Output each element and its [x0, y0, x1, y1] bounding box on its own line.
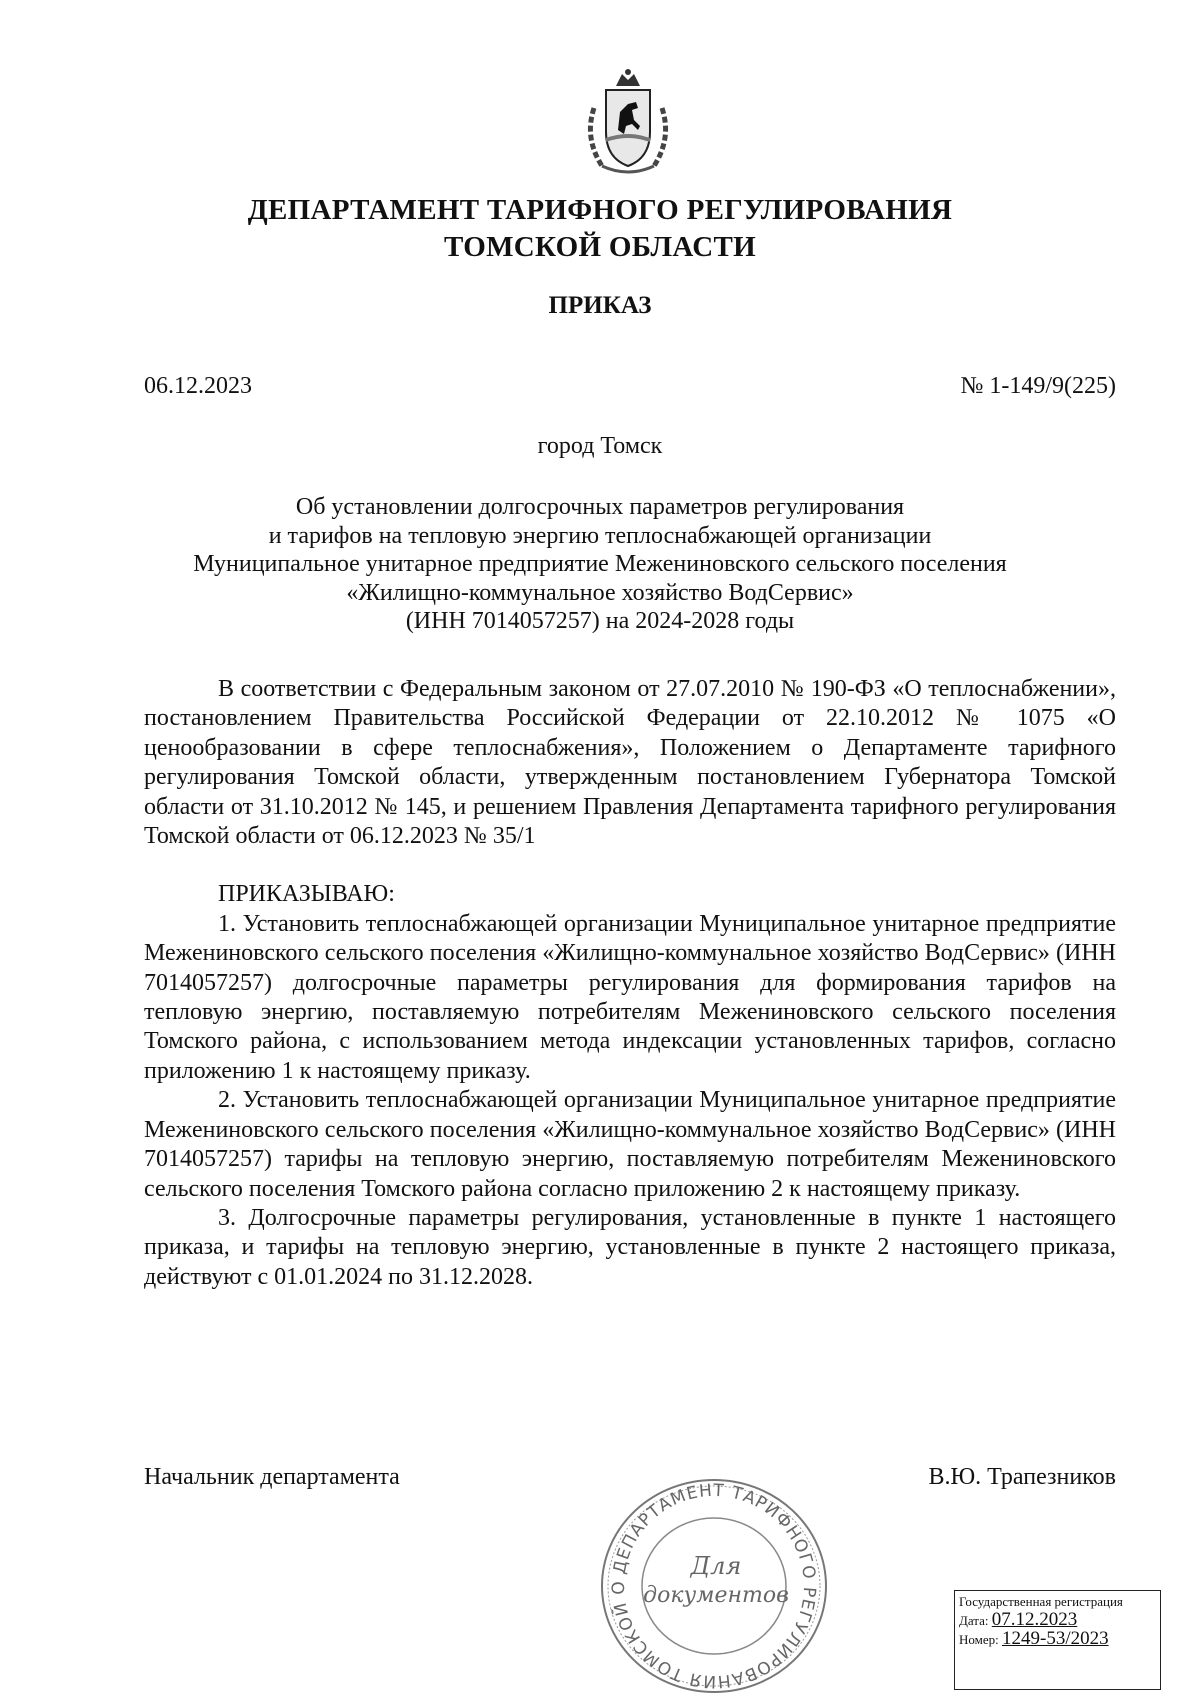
- subject-line: «Жилищно-коммунальное хозяйство ВодСервис»: [346, 579, 854, 606]
- organization-name-line1: ДЕПАРТАМЕНТ ТАРИФНОГО РЕГУЛИРОВАНИЯ: [247, 194, 953, 226]
- registration-date-label: Дата:: [959, 1613, 989, 1628]
- document-body: [144, 675, 1116, 1292]
- document-city: город Томск: [537, 433, 663, 459]
- subject-line: Об установлении долгосрочных параметров регулирования: [295, 494, 905, 520]
- document-subject: [140, 493, 1060, 636]
- coat-of-arms-icon: [572, 68, 684, 180]
- seal-ring-text: ДЕПАРТАМЕНТ ТАРИФНОГО РЕГУЛИРОВАНИЯ ТОМСКОЙ О: [608, 1480, 820, 1692]
- document-number: № 1-149/9(225): [960, 373, 1116, 399]
- subject-line: (ИНН 7014057257) на 2024-2028 годы: [405, 608, 795, 634]
- signatory-title: Начальник департамента: [144, 1464, 400, 1490]
- signatory-name: В.Ю. Трапезников: [928, 1464, 1116, 1490]
- order-word: ПРИКАЗЫВАЮ:: [218, 881, 395, 908]
- order-item-3: 3. Долгосрочные параметры регулирования, установленные в пункте 1 настоящего приказа, и тарифы на тепловую энергию, установленные в пункте 2 настоящего приказа, действуют с 01.01.2024 по 31.12.2028.: [144, 1204, 1116, 1290]
- seal-center-line1: Для: [690, 1552, 742, 1580]
- order-item-1: 1. Установить теплоснабжающей организации Муниципальное унитарное предприятие Межениновского сельского поселения «Жилищно-коммунальное хозяйство ВодСервис» (ИНН 7014057257) долгосрочные параметры регулирования для формирования тарифов на тепловую энергию, поставляемую потребителям Межениновского сельского поселения Томского района, с использованием метода индексации установленных тарифов, согласно приложению 1 к настоящему приказу.: [144, 910, 1116, 1084]
- registration-stamp: [954, 1590, 1161, 1690]
- organization-name-line2: ТОМСКОЙ ОБЛАСТИ: [444, 231, 756, 263]
- document-type: ПРИКАЗ: [548, 292, 652, 319]
- organization-name: [0, 192, 1200, 266]
- official-seal: [594, 1474, 834, 1698]
- subject-line: и тарифов на тепловую энергию теплоснабжающей организации: [268, 522, 932, 549]
- preamble-paragraph: В соответствии с Федеральным законом от 27.07.2010 № 190-ФЗ «О теплоснабжении», постановлением Правительства Российской Федерации от 22.10.2012 № 1075 «О ценообразовании в сфере теплоснабжения», Положением о Департаменте тарифного регулирования Томской области, утвержденным постановлением Губернатора Томской области от 31.10.2012 № 145, и решением Правления Департамента тарифного регулирования Томской области от 06.12.2023 № 35/1: [144, 676, 1116, 850]
- registration-heading: Государственная регистрация: [959, 1594, 1123, 1609]
- registration-number-label: Номер:: [959, 1632, 999, 1647]
- seal-center-line2: документов: [643, 1583, 789, 1608]
- document-date: 06.12.2023: [144, 373, 252, 399]
- subject-line: Муниципальное унитарное предприятие Межениновского сельского поселения: [193, 551, 1007, 577]
- registration-date-value: 07.12.2023: [991, 1609, 1078, 1630]
- order-item-2: 2. Установить теплоснабжающей организации Муниципальное унитарное предприятие Межениновского сельского поселения «Жилищно-коммунальное хозяйство ВодСервис» (ИНН 7014057257) тарифы на тепловую энергию, поставляемую потребителям Межениновского сельского поселения Томского района согласно приложению 2 к настоящему приказу.: [144, 1087, 1116, 1202]
- registration-number-value: 1249-53/2023: [1002, 1628, 1109, 1649]
